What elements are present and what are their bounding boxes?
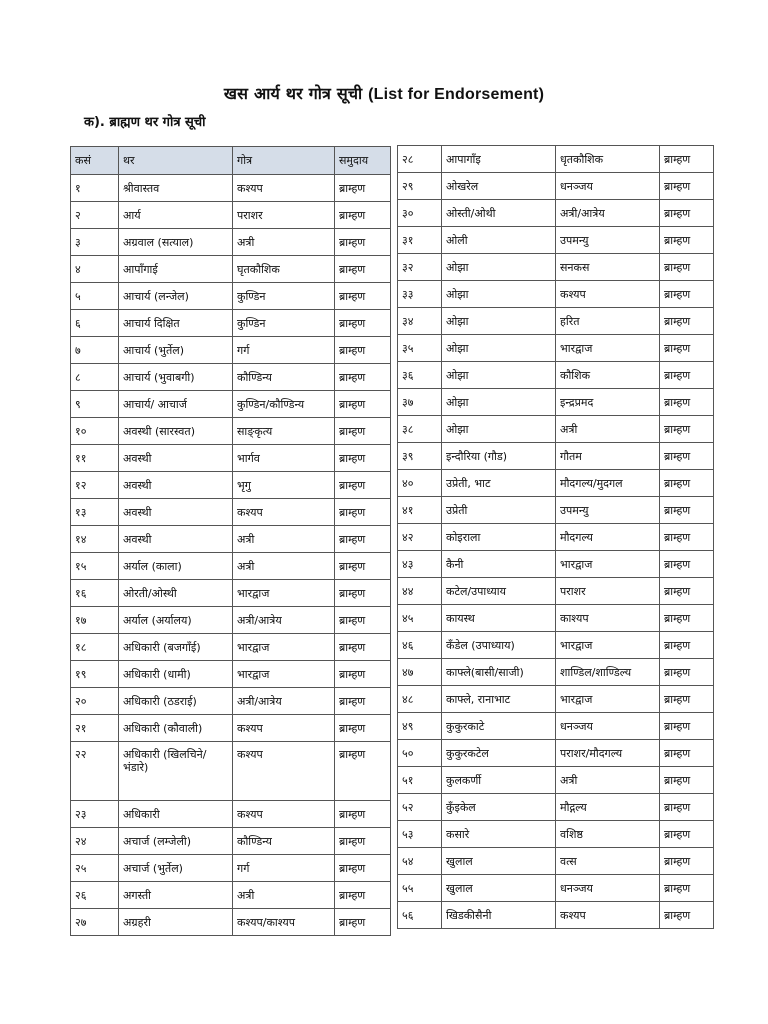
cell-surname: ओझा (442, 416, 556, 443)
cell-community: ब्राम्हण (335, 909, 391, 936)
cell-gotra: हरित (556, 308, 660, 335)
table-row (71, 634, 391, 661)
table-row (398, 551, 714, 578)
cell-surname: आपागाँइ (442, 146, 556, 173)
cell-serial: १४ (71, 526, 119, 553)
title-nepali: खस आर्य थर गोत्र सूची (223, 84, 363, 103)
cell-surname: ओझा (442, 254, 556, 281)
cell-serial: ४४ (398, 578, 442, 605)
cell-community: ब्राम्हण (660, 389, 714, 416)
cell-serial: ५४ (398, 848, 442, 875)
cell-community: ब्राम्हण (335, 283, 391, 310)
cell-serial: ४२ (398, 524, 442, 551)
cell-surname: अवस्थी (119, 472, 233, 499)
cell-gotra: कौशिक (556, 362, 660, 389)
cell-community: ब्राम्हण (335, 499, 391, 526)
cell-surname: ओरती/ओस्थी (119, 580, 233, 607)
cell-surname: कुकुरकाटे (442, 713, 556, 740)
cell-community: ब्राम्हण (335, 801, 391, 828)
cell-serial: ९ (71, 391, 119, 418)
cell-serial: २१ (71, 715, 119, 742)
cell-gotra: अत्री (233, 882, 335, 909)
cell-gotra: अत्री/आत्रेय (556, 200, 660, 227)
table-row (71, 742, 391, 801)
header-serial: कसं (71, 147, 119, 175)
cell-gotra: धनञ्जय (556, 173, 660, 200)
cell-surname: ओझा (442, 362, 556, 389)
cell-serial: ११ (71, 445, 119, 472)
cell-community: ब्राम्हण (660, 146, 714, 173)
table-row (71, 553, 391, 580)
cell-surname: अवस्थी (119, 499, 233, 526)
cell-gotra: अत्री (233, 526, 335, 553)
cell-surname: अग्रहरी (119, 909, 233, 936)
cell-community: ब्राम्हण (335, 337, 391, 364)
table-row (398, 875, 714, 902)
cell-serial: १३ (71, 499, 119, 526)
cell-serial: ३० (398, 200, 442, 227)
cell-serial: ३६ (398, 362, 442, 389)
cell-gotra: भारद्वाज (233, 634, 335, 661)
cell-surname: कसारे (442, 821, 556, 848)
table-row (71, 391, 391, 418)
cell-community: ब्राम्हण (335, 661, 391, 688)
cell-gotra: घृतकौशिक (233, 256, 335, 283)
cell-community: ब्राम्हण (660, 416, 714, 443)
table-row (398, 605, 714, 632)
cell-gotra: काश्यप (556, 605, 660, 632)
table-row (398, 848, 714, 875)
cell-community: ब्राम्हण (335, 418, 391, 445)
left-table-body (71, 175, 391, 936)
table-row (398, 254, 714, 281)
cell-community: ब्राम्हण (660, 578, 714, 605)
cell-gotra: कुण्डिन (233, 283, 335, 310)
cell-gotra: भारद्वाज (556, 632, 660, 659)
cell-community: ब्राम्हण (335, 391, 391, 418)
cell-gotra: शाण्डिल/शाण्डिल्य (556, 659, 660, 686)
cell-surname: कायस्थ (442, 605, 556, 632)
cell-surname: अधिकारी (ठडराई) (119, 688, 233, 715)
cell-serial: १६ (71, 580, 119, 607)
cell-community: ब्राम्हण (660, 713, 714, 740)
cell-serial: २२ (71, 742, 119, 801)
cell-surname: अर्याल (काला) (119, 553, 233, 580)
cell-serial: ४९ (398, 713, 442, 740)
cell-serial: २० (71, 688, 119, 715)
cell-serial: ७ (71, 337, 119, 364)
cell-surname: कुलकर्णी (442, 767, 556, 794)
header-gotra: गोत्र (233, 147, 335, 175)
cell-community: ब्राम्हण (660, 524, 714, 551)
cell-surname: अचार्ज (भुर्तेल) (119, 855, 233, 882)
table-row (398, 767, 714, 794)
cell-surname: अवस्थी (119, 526, 233, 553)
cell-gotra: भारद्वाज (233, 580, 335, 607)
cell-surname: खुलाल (442, 875, 556, 902)
cell-gotra: उपमन्यु (556, 497, 660, 524)
cell-community: ब्राम्हण (660, 659, 714, 686)
cell-gotra: धनञ्जय (556, 875, 660, 902)
section-subtitle: क). ब्राह्मण थर गोत्र सूची (84, 115, 206, 130)
cell-serial: १२ (71, 472, 119, 499)
cell-surname: उप्रेती (442, 497, 556, 524)
cell-gotra: कश्यप (233, 175, 335, 202)
table-row (398, 794, 714, 821)
cell-surname: ओली (442, 227, 556, 254)
cell-serial: ५६ (398, 902, 442, 929)
cell-community: ब्राम्हण (335, 364, 391, 391)
cell-surname: आर्य (119, 202, 233, 229)
cell-gotra: भार्गव (233, 445, 335, 472)
table-row (71, 472, 391, 499)
cell-community: ब्राम्हण (335, 553, 391, 580)
table-row (398, 281, 714, 308)
table-row (71, 801, 391, 828)
cell-serial: २३ (71, 801, 119, 828)
cell-serial: १५ (71, 553, 119, 580)
cell-surname: अधिकारी (कौवाली) (119, 715, 233, 742)
table-row (71, 229, 391, 256)
table-row (398, 200, 714, 227)
cell-community: ब्राम्हण (660, 686, 714, 713)
cell-community: ब्राम्हण (335, 607, 391, 634)
table-row (398, 470, 714, 497)
cell-serial: ४१ (398, 497, 442, 524)
cell-serial: ४७ (398, 659, 442, 686)
cell-gotra: कौण्डिन्य (233, 364, 335, 391)
table-row (71, 828, 391, 855)
cell-gotra: कौण्डिन्य (233, 828, 335, 855)
cell-community: ब्राम्हण (660, 227, 714, 254)
table-row (398, 497, 714, 524)
table-row (71, 337, 391, 364)
cell-community: ब्राम्हण (660, 821, 714, 848)
table-row (71, 445, 391, 472)
page-title (0, 82, 768, 104)
table-row (398, 902, 714, 929)
cell-gotra: गर्ग (233, 337, 335, 364)
header-community: समुदाय (335, 147, 391, 175)
cell-serial: ४ (71, 256, 119, 283)
cell-gotra: अत्री (233, 229, 335, 256)
cell-gotra: कुण्डिन/कौण्डिन्य (233, 391, 335, 418)
cell-gotra: कश्यप/काश्यप (233, 909, 335, 936)
table-row (71, 175, 391, 202)
table-row (398, 362, 714, 389)
header-surname: थर (119, 147, 233, 175)
cell-surname: आचार्य (लन्जेल) (119, 283, 233, 310)
cell-community: ब्राम्हण (660, 254, 714, 281)
table-row (398, 227, 714, 254)
cell-gotra: कश्यप (233, 499, 335, 526)
table-row (71, 499, 391, 526)
cell-serial: १८ (71, 634, 119, 661)
cell-surname: कटेल/उपाध्याय (442, 578, 556, 605)
cell-serial: ६ (71, 310, 119, 337)
cell-surname: आचार्य (भुवाबगी) (119, 364, 233, 391)
cell-gotra: अत्री (556, 416, 660, 443)
cell-community: ब्राम्हण (335, 229, 391, 256)
cell-serial: २७ (71, 909, 119, 936)
cell-surname: अगस्ती (119, 882, 233, 909)
cell-serial: १० (71, 418, 119, 445)
right-gotra-table (397, 145, 714, 929)
table-row (398, 524, 714, 551)
cell-surname: ओखरेल (442, 173, 556, 200)
cell-surname: अवस्थी (119, 445, 233, 472)
cell-community: ब्राम्हण (660, 443, 714, 470)
cell-gotra: कश्यप (556, 902, 660, 929)
cell-serial: २६ (71, 882, 119, 909)
cell-serial: ४३ (398, 551, 442, 578)
cell-community: ब्राम्हण (335, 445, 391, 472)
cell-surname: उप्रेती, भाट (442, 470, 556, 497)
cell-gotra: कश्यप (233, 801, 335, 828)
cell-surname: आचार्य/ आचार्ज (119, 391, 233, 418)
cell-community: ब्राम्हण (660, 173, 714, 200)
cell-serial: २८ (398, 146, 442, 173)
table-row (398, 173, 714, 200)
cell-gotra: कुण्डिन (233, 310, 335, 337)
cell-serial: ५५ (398, 875, 442, 902)
cell-serial: ३९ (398, 443, 442, 470)
cell-gotra: मौदगल्य (556, 524, 660, 551)
cell-gotra: पराशर/मौदगल्य (556, 740, 660, 767)
table-row (398, 686, 714, 713)
cell-surname: अधिकारी (खिलचिने/ भंडारे) (119, 742, 233, 801)
cell-serial: २ (71, 202, 119, 229)
cell-community: ब्राम्हण (335, 715, 391, 742)
table-row (398, 578, 714, 605)
cell-community: ब्राम्हण (660, 767, 714, 794)
cell-serial: ३८ (398, 416, 442, 443)
cell-community: ब्राम्हण (660, 740, 714, 767)
cell-serial: ४५ (398, 605, 442, 632)
cell-community: ब्राम्हण (335, 742, 391, 801)
cell-gotra: कश्यप (233, 742, 335, 801)
cell-community: ब्राम्हण (660, 632, 714, 659)
cell-serial: ५० (398, 740, 442, 767)
left-gotra-table (70, 146, 391, 936)
cell-surname: कँडेल (उपाध्याय) (442, 632, 556, 659)
table-row (71, 661, 391, 688)
table-row (71, 580, 391, 607)
cell-gotra: इन्द्रप्रमद (556, 389, 660, 416)
cell-community: ब्राम्हण (335, 634, 391, 661)
cell-gotra: भारद्वाज (556, 551, 660, 578)
cell-surname: खुलाल (442, 848, 556, 875)
cell-surname: अर्याल (अर्यालय) (119, 607, 233, 634)
cell-surname: कैनी (442, 551, 556, 578)
cell-serial: ८ (71, 364, 119, 391)
cell-gotra: पराशर (233, 202, 335, 229)
cell-gotra: गौतम (556, 443, 660, 470)
cell-serial: १ (71, 175, 119, 202)
table-row (398, 821, 714, 848)
table-row (398, 740, 714, 767)
cell-serial: २५ (71, 855, 119, 882)
cell-gotra: भारद्वाज (556, 686, 660, 713)
cell-surname: ओझा (442, 335, 556, 362)
cell-gotra: कश्यप (233, 715, 335, 742)
cell-gotra: भृगु (233, 472, 335, 499)
cell-surname: ओझा (442, 281, 556, 308)
table-row (71, 283, 391, 310)
table-row (398, 659, 714, 686)
cell-community: ब्राम्हण (335, 855, 391, 882)
cell-serial: ५३ (398, 821, 442, 848)
cell-surname: ओस्ती/ओथी (442, 200, 556, 227)
cell-serial: ४८ (398, 686, 442, 713)
cell-surname: ओझा (442, 389, 556, 416)
table-row (398, 713, 714, 740)
cell-gotra: वशिष्ठ (556, 821, 660, 848)
cell-community: ब्राम्हण (660, 605, 714, 632)
table-header-row (71, 147, 391, 175)
cell-surname: आचार्य दिक्षित (119, 310, 233, 337)
cell-surname: अधिकारी (धामी) (119, 661, 233, 688)
cell-community: ब्राम्हण (335, 256, 391, 283)
cell-gotra: भारद्वाज (556, 335, 660, 362)
table-row (398, 146, 714, 173)
cell-gotra: वत्स (556, 848, 660, 875)
cell-serial: ५ (71, 283, 119, 310)
cell-community: ब्राम्हण (660, 470, 714, 497)
table-row (398, 443, 714, 470)
cell-community: ब्राम्हण (335, 882, 391, 909)
cell-serial: २४ (71, 828, 119, 855)
cell-community: ब्राम्हण (660, 902, 714, 929)
cell-surname: कुकुरकटेल (442, 740, 556, 767)
cell-surname: श्रीवास्तव (119, 175, 233, 202)
title-english: (List for Endorsement) (368, 86, 545, 103)
cell-surname: कोइराला (442, 524, 556, 551)
table-row (398, 416, 714, 443)
table-row (398, 308, 714, 335)
cell-surname: अधिकारी (बजगाँई) (119, 634, 233, 661)
cell-serial: ३ (71, 229, 119, 256)
cell-gotra: कश्यप (556, 281, 660, 308)
table-row (71, 688, 391, 715)
table-row (398, 389, 714, 416)
cell-gotra: पराशर (556, 578, 660, 605)
cell-surname: अवस्थी (सारस्वत) (119, 418, 233, 445)
cell-community: ब्राम्हण (660, 848, 714, 875)
cell-community: ब्राम्हण (335, 175, 391, 202)
table-row (71, 310, 391, 337)
cell-community: ब्राम्हण (335, 202, 391, 229)
cell-serial: ४६ (398, 632, 442, 659)
table-row (71, 202, 391, 229)
cell-community: ब्राम्हण (660, 794, 714, 821)
table-row (71, 855, 391, 882)
cell-serial: १९ (71, 661, 119, 688)
cell-serial: २९ (398, 173, 442, 200)
cell-surname: अधिकारी (119, 801, 233, 828)
cell-gotra: धनञ्जय (556, 713, 660, 740)
table-row (398, 632, 714, 659)
cell-serial: ३२ (398, 254, 442, 281)
cell-gotra: अत्री (556, 767, 660, 794)
cell-community: ब्राम्हण (660, 200, 714, 227)
table-row (71, 882, 391, 909)
cell-community: ब्राम्हण (660, 551, 714, 578)
cell-surname: इन्दौरिया (गौड) (442, 443, 556, 470)
cell-community: ब्राम्हण (335, 688, 391, 715)
table-row (71, 909, 391, 936)
cell-gotra: अत्री/आत्रेय (233, 688, 335, 715)
table-row (71, 256, 391, 283)
cell-surname: अग्रवाल (सत्याल) (119, 229, 233, 256)
cell-gotra: अत्री (233, 553, 335, 580)
cell-gotra: धृतकौशिक (556, 146, 660, 173)
cell-serial: ३७ (398, 389, 442, 416)
cell-gotra: भारद्वाज (233, 661, 335, 688)
cell-surname: अचार्ज (लम्जेली) (119, 828, 233, 855)
table-row (398, 335, 714, 362)
cell-community: ब्राम्हण (660, 281, 714, 308)
table-row (71, 364, 391, 391)
cell-community: ब्राम्हण (660, 362, 714, 389)
cell-serial: १७ (71, 607, 119, 634)
cell-gotra: सनकस (556, 254, 660, 281)
cell-community: ब्राम्हण (660, 335, 714, 362)
cell-serial: ४० (398, 470, 442, 497)
table-row (71, 715, 391, 742)
cell-gotra: साङ्कृत्य (233, 418, 335, 445)
cell-gotra: अत्री/आत्रेय (233, 607, 335, 634)
cell-gotra: उपमन्यु (556, 227, 660, 254)
cell-community: ब्राम्हण (335, 828, 391, 855)
cell-surname: आपाँगाई (119, 256, 233, 283)
cell-community: ब्राम्हण (660, 875, 714, 902)
table-row (71, 526, 391, 553)
cell-serial: ५२ (398, 794, 442, 821)
cell-serial: ३४ (398, 308, 442, 335)
cell-gotra: मौद्गल्य (556, 794, 660, 821)
cell-community: ब्राम्हण (335, 526, 391, 553)
cell-surname: काफ्ले(बासी/साजी) (442, 659, 556, 686)
cell-surname: ओझा (442, 308, 556, 335)
cell-surname: आचार्य (भुर्तेल) (119, 337, 233, 364)
table-row (71, 607, 391, 634)
cell-surname: काफ्ले, रानाभाट (442, 686, 556, 713)
cell-gotra: गर्ग (233, 855, 335, 882)
cell-gotra: मौदगल्य/मुदगल (556, 470, 660, 497)
cell-surname: खिडकीसैनी (442, 902, 556, 929)
table-row (71, 418, 391, 445)
cell-serial: ५१ (398, 767, 442, 794)
cell-surname: कुँइकेल (442, 794, 556, 821)
cell-community: ब्राम्हण (660, 497, 714, 524)
cell-serial: ३३ (398, 281, 442, 308)
right-table-body (398, 146, 714, 929)
cell-serial: ३१ (398, 227, 442, 254)
cell-community: ब्राम्हण (335, 580, 391, 607)
cell-serial: ३५ (398, 335, 442, 362)
cell-community: ब्राम्हण (660, 308, 714, 335)
cell-community: ब्राम्हण (335, 310, 391, 337)
cell-community: ब्राम्हण (335, 472, 391, 499)
